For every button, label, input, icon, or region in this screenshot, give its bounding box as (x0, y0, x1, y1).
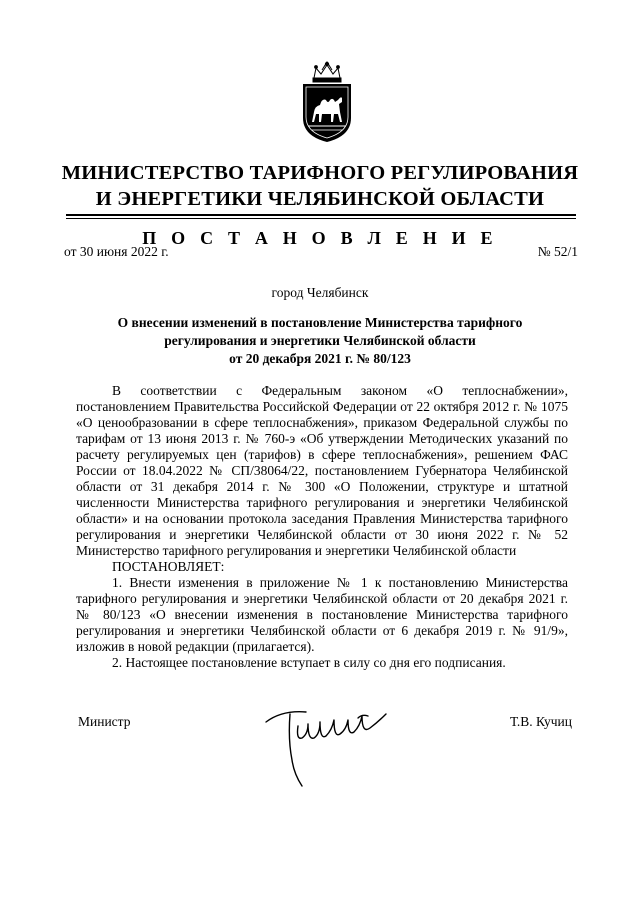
preamble-paragraph: В соответствии с Федеральным законом «О теплоснабжении», постановлением Правительства Российской Федерации от 22 октября 2012 г. № 1075 «О ценообразовании в сфере теплоснабжения», приказом Федеральной службы по тарифам от 13 июня 2013 г. № 760-э «Об утверждении Методических указаний по расчету регулируемых цен (тарифов) в сфере теплоснабжения», решением ФАС России от 18.04.2022 № СП/38064/22, постановлением Губернатора Челябинской области от 31 декабря 2014 г. № 300 «О Положении, структуре и штатной численности Министерства тарифного регулирования и энергетики Челябинской области» и на основании протокола заседания Правления Министерства тарифного регулирования и энергетики Челябинской области от 30 июня 2022 г. № 52 Министерство тарифного регулирования и энергетики Челябинской области (76, 383, 568, 558)
document-date: от 30 июня 2022 г. (64, 244, 169, 259)
document-type: П О С Т А Н О В Л Е Н И Е (142, 228, 498, 248)
subject-line: О внесении изменений в постановление Министерства тарифного (117, 315, 523, 330)
document-city: город Челябинск (271, 285, 369, 300)
ministry-name-line2: И ЭНЕРГЕТИКИ ЧЕЛЯБИНСКОЙ ОБЛАСТИ (95, 188, 545, 210)
document-number: № 52/1 (537, 244, 578, 259)
item-2-paragraph: 2. Настоящее постановление вступает в силу со дня его подписания. (112, 655, 506, 670)
document-body (76, 383, 568, 671)
resolves-heading: ПОСТАНОВЛЯЕТ: (112, 559, 225, 574)
subject-line: от 20 декабря 2021 г. № 80/123 (229, 351, 411, 366)
header-divider-thin (66, 218, 576, 219)
document-subject (0, 314, 640, 368)
signature-icon (262, 700, 392, 790)
item-1-paragraph: 1. Внести изменения в приложение № 1 к постановлению Министерства тарифного регулирования и энергетики Челябинской области от 20 декабря 2021 г. № 80/123 «О внесении изменения в постановление Министерства тарифного регулирования и энергетики Челябинской области от 6 декабря 2019 г. № 91/9», изложив в новой редакции (прилагается). (76, 575, 568, 654)
subject-line: регулирования и энергетики Челябинской области (164, 333, 476, 348)
signer-name: Т.В. Кучиц (509, 714, 572, 729)
ministry-name-line1: МИНИСТЕРСТВО ТАРИФНОГО РЕГУЛИРОВАНИЯ (61, 162, 579, 184)
header-divider-thick (66, 214, 576, 216)
coat-of-arms-icon (298, 60, 356, 144)
signer-title: Министр (78, 714, 131, 729)
